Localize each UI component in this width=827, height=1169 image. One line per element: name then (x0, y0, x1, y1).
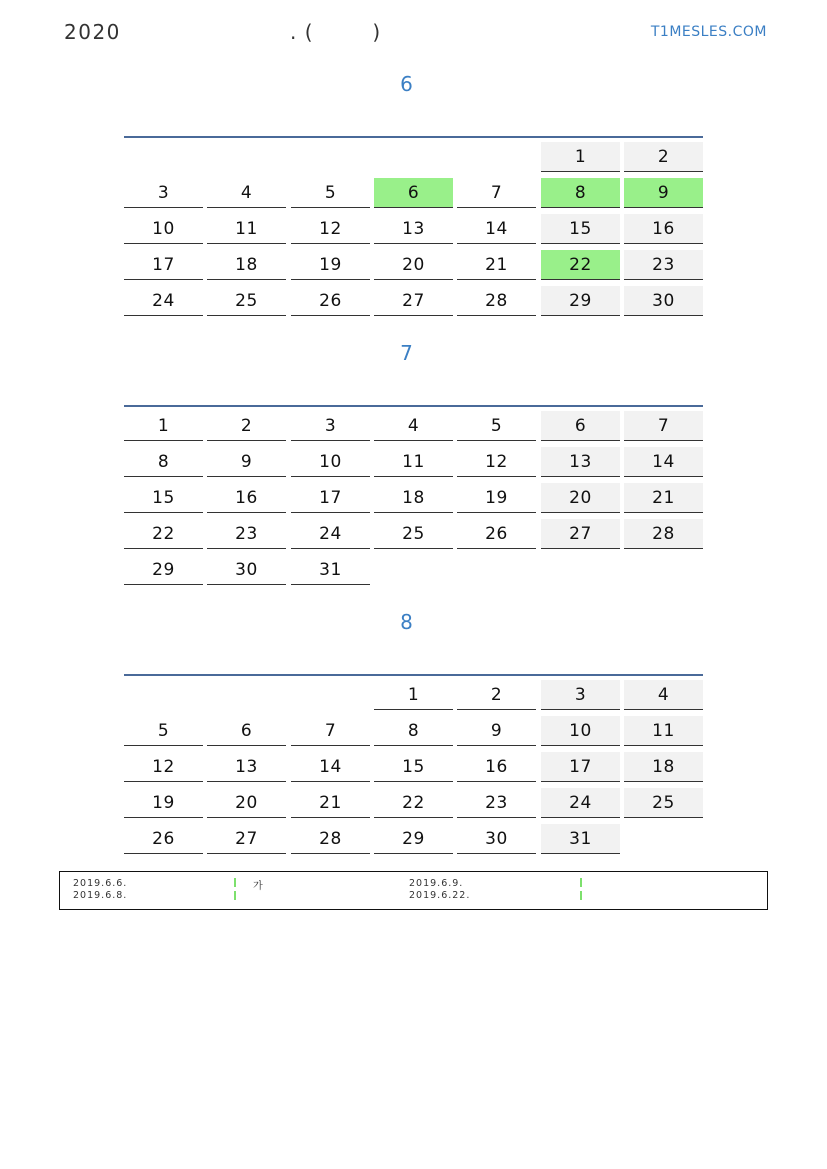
day-cell: 31 (291, 555, 370, 585)
month-title-august: 8 (400, 610, 413, 634)
day-cell: 31 (541, 824, 620, 854)
day-cell: 7 (624, 411, 703, 441)
day-cell: 12 (457, 447, 536, 477)
day-cell: 19 (124, 788, 203, 818)
day-cell: 23 (624, 250, 703, 280)
day-cell: 29 (374, 824, 453, 854)
day-cell: 18 (207, 250, 286, 280)
day-cell: 15 (374, 752, 453, 782)
day-cell: 1 (124, 411, 203, 441)
header-subtitle: . ( ) (290, 20, 382, 44)
site-link[interactable]: T1MESLES.COM (650, 24, 767, 40)
day-cell: 13 (374, 214, 453, 244)
day-cell: 4 (624, 680, 703, 710)
day-cell: 21 (624, 483, 703, 513)
day-cell: 3 (124, 178, 203, 208)
day-cell: 15 (541, 214, 620, 244)
day-cell: 6 (374, 178, 453, 208)
legend-date: 2019.6.22. (409, 890, 471, 901)
day-cell: 30 (624, 286, 703, 316)
month-rule (124, 136, 703, 138)
day-cell: 27 (374, 286, 453, 316)
day-cell: 27 (207, 824, 286, 854)
day-cell: 29 (124, 555, 203, 585)
day-cell: 9 (207, 447, 286, 477)
day-cell: 17 (541, 752, 620, 782)
day-cell: 26 (457, 519, 536, 549)
day-cell: 12 (291, 214, 370, 244)
day-cell: 1 (541, 142, 620, 172)
day-cell: 28 (624, 519, 703, 549)
legend-note: 가 (253, 881, 263, 892)
day-cell: 6 (541, 411, 620, 441)
day-cell: 22 (541, 250, 620, 280)
day-cell: 11 (207, 214, 286, 244)
day-cell: 16 (457, 752, 536, 782)
day-cell: 3 (541, 680, 620, 710)
day-cell: 30 (207, 555, 286, 585)
day-cell: 2 (457, 680, 536, 710)
day-cell: 26 (291, 286, 370, 316)
day-cell: 6 (207, 716, 286, 746)
day-cell: 8 (374, 716, 453, 746)
day-cell: 7 (457, 178, 536, 208)
day-cell: 24 (291, 519, 370, 549)
day-cell: 13 (207, 752, 286, 782)
day-cell: 25 (207, 286, 286, 316)
day-cell: 21 (291, 788, 370, 818)
day-cell: 18 (374, 483, 453, 513)
day-cell: 15 (124, 483, 203, 513)
day-cell: 25 (624, 788, 703, 818)
day-cell: 23 (457, 788, 536, 818)
day-cell: 21 (457, 250, 536, 280)
legend-date: 2019.6.9. (409, 878, 464, 889)
day-cell: 4 (207, 178, 286, 208)
month-title-june: 6 (400, 72, 413, 96)
day-cell: 17 (124, 250, 203, 280)
day-cell: 22 (124, 519, 203, 549)
holiday-marker (234, 878, 236, 887)
day-cell: 29 (541, 286, 620, 316)
day-cell: 2 (624, 142, 703, 172)
day-cell: 24 (541, 788, 620, 818)
day-cell: 3 (291, 411, 370, 441)
day-cell: 8 (124, 447, 203, 477)
legend-date: 2019.6.8. (73, 890, 128, 901)
day-cell: 14 (624, 447, 703, 477)
day-cell: 19 (457, 483, 536, 513)
day-cell: 30 (457, 824, 536, 854)
day-cell: 14 (457, 214, 536, 244)
day-cell: 1 (374, 680, 453, 710)
day-cell: 2 (207, 411, 286, 441)
day-cell: 20 (207, 788, 286, 818)
day-cell: 26 (124, 824, 203, 854)
holiday-legend (59, 871, 768, 910)
day-cell: 20 (374, 250, 453, 280)
legend-date: 2019.6.6. (73, 878, 128, 889)
holiday-marker (234, 891, 236, 900)
day-cell: 5 (457, 411, 536, 441)
day-cell: 24 (124, 286, 203, 316)
month-title-july: 7 (400, 341, 413, 365)
month-rule (124, 405, 703, 407)
day-cell: 28 (291, 824, 370, 854)
day-cell: 18 (624, 752, 703, 782)
day-cell: 7 (291, 716, 370, 746)
calendar-year: 2020 (64, 20, 121, 44)
day-cell: 10 (291, 447, 370, 477)
holiday-marker (580, 878, 582, 887)
day-cell: 8 (541, 178, 620, 208)
day-cell: 16 (207, 483, 286, 513)
day-cell: 22 (374, 788, 453, 818)
day-cell: 14 (291, 752, 370, 782)
month-rule (124, 674, 703, 676)
day-cell: 19 (291, 250, 370, 280)
day-cell: 17 (291, 483, 370, 513)
day-cell: 20 (541, 483, 620, 513)
day-cell: 5 (124, 716, 203, 746)
day-cell: 11 (374, 447, 453, 477)
day-cell: 25 (374, 519, 453, 549)
day-cell: 4 (374, 411, 453, 441)
day-cell: 13 (541, 447, 620, 477)
day-cell: 9 (624, 178, 703, 208)
day-cell: 27 (541, 519, 620, 549)
day-cell: 10 (124, 214, 203, 244)
holiday-marker (580, 891, 582, 900)
day-cell: 12 (124, 752, 203, 782)
day-cell: 23 (207, 519, 286, 549)
day-cell: 5 (291, 178, 370, 208)
day-cell: 9 (457, 716, 536, 746)
day-cell: 28 (457, 286, 536, 316)
day-cell: 11 (624, 716, 703, 746)
day-cell: 10 (541, 716, 620, 746)
day-cell: 16 (624, 214, 703, 244)
